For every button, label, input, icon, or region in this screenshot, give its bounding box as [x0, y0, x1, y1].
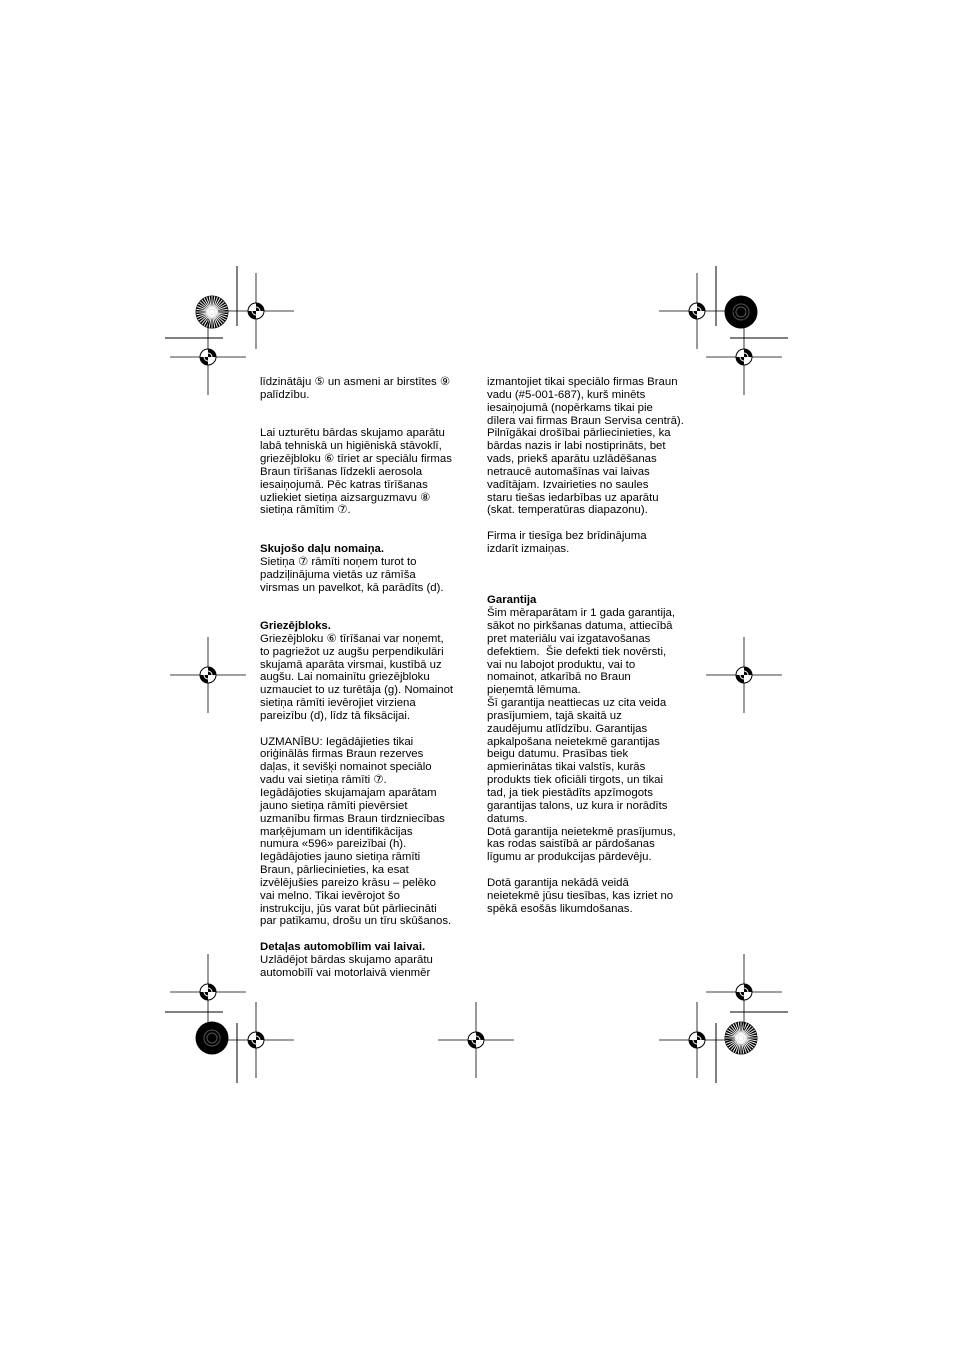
section-heading-parts-replacement: Skujošo daļu nomaiņa. — [260, 542, 385, 555]
text-line: izdarīt izmaiņas. — [487, 542, 570, 555]
text-line: skujamā aparāta virsmai, kustībā uz — [260, 658, 442, 671]
text-line: sietiņa rāmītim ⑦. — [260, 504, 351, 517]
text-line: Braun, pārliecinieties, ka esat — [260, 864, 409, 877]
text-line: defektiem. Šie defekti tiek novērsti, — [487, 645, 667, 658]
text-line: (skat. temperatūras diapazonu). — [487, 504, 648, 517]
text-line: pareizību (d), līdz tā fiksācijai. — [260, 709, 411, 722]
intro-paragraph — [260, 376, 470, 402]
text-line: izvēlējušies pareizo krāsu – pelēko — [260, 876, 437, 889]
text-line: bārdas nazis ir labi nostiprināts, bet — [487, 440, 666, 453]
text-line: palīdzību. — [260, 388, 310, 401]
text-line: prasījumiem, tajā skaitā uz — [487, 709, 622, 722]
color-target-bottom-left — [196, 1022, 229, 1055]
text-line: instrukciju, jūs varat būt pārliecināti — [260, 902, 437, 915]
registration-mark — [218, 273, 294, 349]
text-line: datums. — [487, 812, 528, 825]
text-line: Braun tīrīšanas līdzekli aerosola — [260, 465, 423, 478]
text-line: iesaiņojumā (nopērkams tikai pie — [487, 401, 653, 414]
text-line: sietiņa rāmīti ievērojiet virziena — [260, 697, 416, 710]
registration-mark — [706, 954, 782, 1030]
registration-mark — [706, 637, 782, 713]
text-line: Uzlādējot bārdas skujamo aparātu — [260, 953, 433, 966]
text-line: to pagriežot uz augšu perpendikulāri — [260, 645, 444, 658]
parts-replacement-paragraph — [260, 556, 470, 595]
text-line: oriģinālās firmas Braun rezerves — [260, 748, 424, 761]
text-line: UZMANĪBU: Iegādājieties tikai — [260, 735, 414, 748]
text-line: Šī garantija neattiecas uz cita veida — [487, 697, 667, 710]
text-line: tad, ja tiek piestādīts apzīmogots — [487, 787, 653, 800]
cutter-block-paragraph — [260, 633, 470, 723]
text-line: par patīkamu, drošu un tīru skūšanos. — [260, 915, 452, 928]
registration-mark — [170, 954, 246, 1030]
text-line: Šim mēraparātam ir 1 gada garantija, — [487, 607, 676, 620]
section-heading-car-boat: Detaļas automobīlim vai laivai. — [260, 941, 426, 954]
text-line: uzmanību firmas Braun tirdzniecības — [260, 812, 445, 825]
left-text-column — [260, 376, 470, 980]
text-line: sākot no pirkšanas datuma, attiecībā — [487, 620, 673, 633]
right-text-column — [487, 376, 697, 915]
text-line: Firma ir tiesīga bez brīdinājuma — [487, 530, 647, 543]
text-line: Pilnīgākai drošībai pārliecinieties, ka — [487, 427, 671, 440]
text-line: Dotā garantija neietekmē prasījumus, — [487, 825, 676, 838]
text-line: staru tiešas iedarbības uz aparātu — [487, 491, 659, 504]
warning-paragraph — [260, 736, 470, 929]
text-line: kas rodas saistībā ar pārdošanas — [487, 838, 655, 851]
color-target-top-left — [196, 296, 229, 329]
registration-mark — [659, 273, 735, 349]
text-line: uzliekiet sietiņa aizsarguzmavu ⑧ — [260, 491, 431, 504]
maintenance-paragraph — [260, 427, 470, 517]
text-line: Dotā garantija nekādā veidā — [487, 876, 629, 889]
registration-mark — [438, 1002, 514, 1078]
text-line: griezējbloku ⑥ tīriet ar speciālu firmas — [260, 453, 452, 466]
text-line: zaudējumu atlīdzību. Garantijas — [487, 722, 648, 735]
section-heading-warranty: Garantija — [487, 594, 537, 607]
car-boat-paragraph — [260, 954, 470, 980]
registration-mark — [170, 637, 246, 713]
section-heading-cutter-block: Griezējbloks. — [260, 620, 331, 633]
text-line: līgumu ar produkcijas pārdevēju. — [487, 851, 652, 864]
text-line: vads, priekš aparātu uzlādēšanas — [487, 453, 657, 466]
text-line: pret materiālu vai izgatavošanas — [487, 632, 651, 645]
text-line: pieņemtā lēmuma. — [487, 684, 581, 697]
registration-mark — [706, 319, 782, 395]
text-line: produkts tiek oficiāli tirgots, un tikai — [487, 774, 663, 787]
text-line: garantijas talons, uz kura ir norādīts — [487, 799, 668, 812]
text-line: labā tehniskā un higiēniskā stāvoklī, — [260, 440, 442, 453]
text-line: Iegādājoties skujamajam aparātam — [260, 787, 437, 799]
color-target-bottom-right — [725, 1022, 758, 1055]
registration-mark — [170, 319, 246, 395]
text-line: beigu datumu. Prasības tiek — [487, 748, 629, 761]
text-line: vadu vai sietiņa rāmīti ⑦. — [260, 774, 387, 787]
text-line: netraucē automašīnas vai laivas — [487, 465, 650, 478]
legal-rights-paragraph — [487, 877, 697, 916]
text-line: spēkā esošās likumdošanas. — [487, 902, 633, 915]
car-boat-continued-paragraph — [487, 376, 697, 517]
text-line: virsmas un pavelkot, kā parādīts (d). — [260, 581, 444, 594]
text-line: dīlera vai firmas Braun Servisa centrā). — [487, 414, 684, 427]
text-line: padziļinājuma vietās uz rāmīša — [260, 568, 416, 581]
color-target-top-right — [725, 296, 758, 329]
text-line: marķējumam un identifikācijas — [260, 825, 413, 838]
text-line: uzmauciet to uz turētāja (g). Nomainot — [260, 684, 454, 697]
text-line: neietekmē jūsu tiesības, kas izriet no — [487, 889, 674, 902]
warranty-paragraph — [487, 607, 697, 864]
changes-notice-paragraph — [487, 530, 697, 556]
text-line: automobīlī vai motorlaivā vienmēr — [260, 966, 431, 979]
text-line: numura «596» pareizībai (h). — [260, 838, 407, 851]
registration-mark — [659, 1002, 735, 1078]
text-line: jauno sietiņa rāmīti pievērsiet — [260, 799, 408, 812]
text-line: iesaiņojumā. Pēc katras tīrīšanas — [260, 478, 428, 491]
text-line: Lai uzturētu bārdas skujamo aparātu — [260, 427, 445, 440]
text-line: izmantojiet tikai speciālo firmas Braun — [487, 376, 678, 388]
registration-mark — [218, 1002, 294, 1078]
text-line: vai nu labojot produktu, vai to — [487, 658, 636, 671]
text-line: apkalpošana neietekmē garantijas — [487, 735, 660, 748]
text-line: nomainot, atkarībā no Braun — [487, 671, 631, 684]
text-line: vai melno. Tikai ievērojot šo — [260, 889, 400, 902]
text-line: augšu. Lai nomainītu griezējbloku — [260, 671, 430, 684]
text-line: daļas, it sevišķi nomainot speciālo — [260, 761, 432, 774]
text-line: vadītājam. Izvairieties no saules — [487, 478, 649, 491]
text-line: vadu (#5-001-687), kurš minēts — [487, 388, 646, 401]
text-line: apmierinātas tikai valstīs, kurās — [487, 761, 646, 774]
text-line: līdzinātāju ⑤ un asmeni ar birstītes ⑨ — [260, 376, 451, 388]
text-line: Iegādājoties jauno sietiņa rāmīti — [260, 851, 421, 864]
text-line: Griezējbloku ⑥ tīrīšanai var noņemt, — [260, 632, 444, 645]
text-line: Sietiņa ⑦ rāmīti noņem turot to — [260, 555, 417, 568]
